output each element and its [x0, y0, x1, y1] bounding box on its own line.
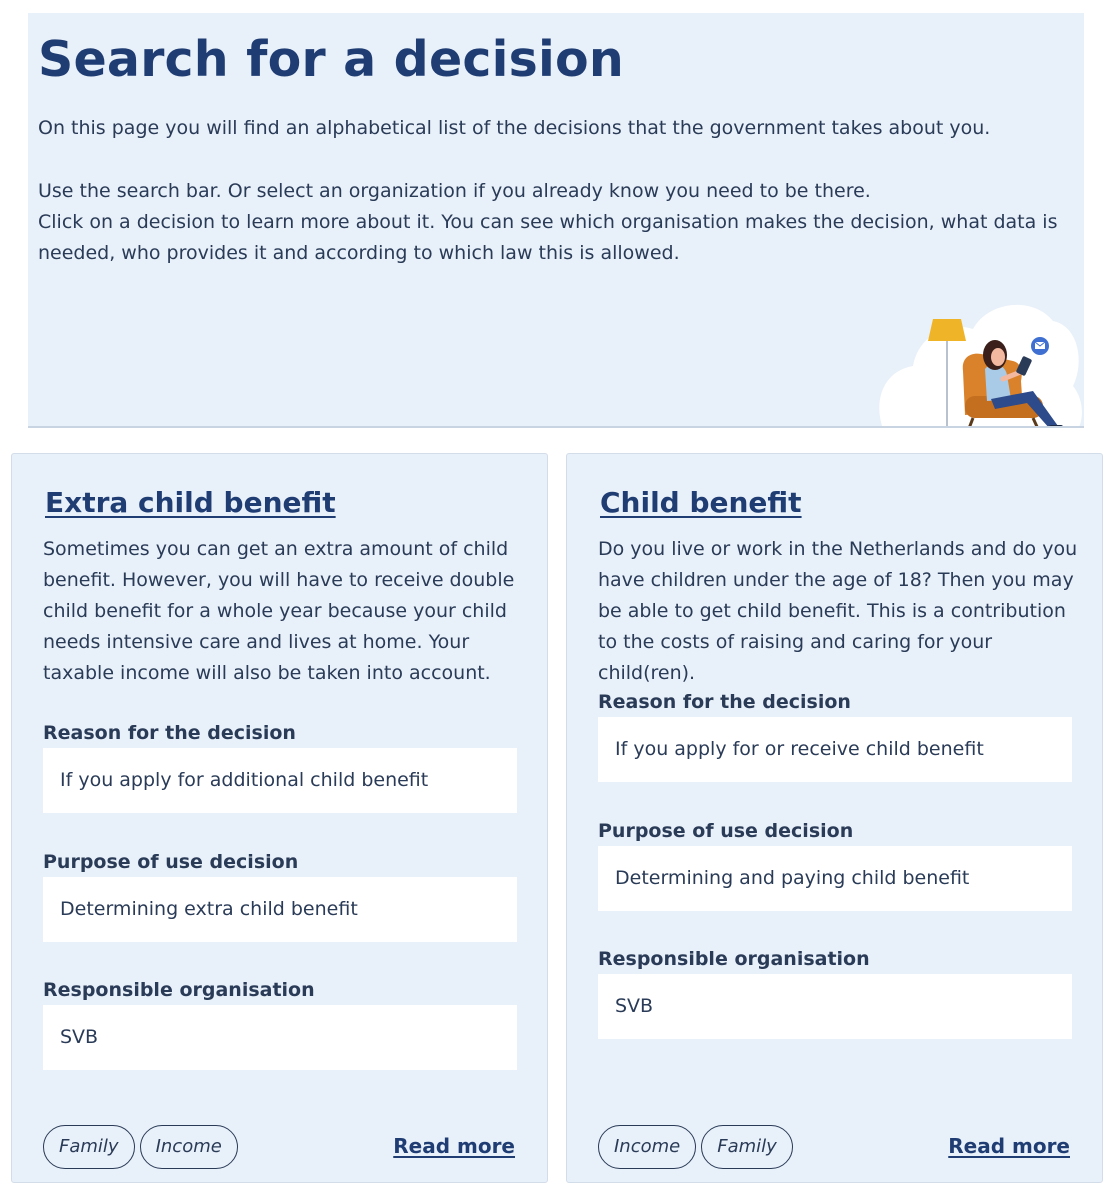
- instructions-line-2: Click on a decision to learn more about it. You can see which organisation makes the decision, what data is needed, who provides it and according to which law this is allowed.: [38, 211, 1058, 264]
- reason-value: If you apply for additional child benefit: [43, 748, 517, 813]
- card-description: Do you live or work in the Netherlands and do you have children under the age of 18? Then you may be able to get child benefit. This is a contribution to the costs of raising and caring for your child(ren).: [598, 538, 1078, 684]
- instructions-paragraph: [38, 176, 1068, 269]
- purpose-value: Determining and paying child benefit: [598, 846, 1072, 911]
- card-title-link[interactable]: Child benefit: [600, 486, 802, 519]
- purpose-value: Determining extra child benefit: [43, 877, 517, 942]
- purpose-label: Purpose of use decision: [43, 851, 299, 873]
- reason-label: Reason for the decision: [598, 691, 851, 713]
- instructions-line-1: Use the search bar. Or select an organization if you already know you need to be there.: [38, 180, 871, 202]
- organisation-label: Responsible organisation: [598, 948, 870, 970]
- tag-income[interactable]: Income: [598, 1125, 696, 1169]
- tag-family[interactable]: Family: [43, 1125, 135, 1169]
- tag-list: [598, 1125, 793, 1169]
- tag-family[interactable]: Family: [701, 1125, 793, 1169]
- read-more-link[interactable]: Read more: [393, 1134, 515, 1158]
- hero-panel: [28, 13, 1084, 428]
- intro-paragraph: On this page you will find an alphabetical list of the decisions that the government takes about you.: [38, 117, 991, 139]
- page-title: Search for a decision: [38, 31, 624, 88]
- decision-card-child-benefit: [566, 453, 1103, 1183]
- reason-value: If you apply for or receive child benefit: [598, 717, 1072, 782]
- card-description: Sometimes you can get an extra amount of child benefit. However, you will have to receive double child benefit for a whole year because your child needs intensive care and lives at home. Your taxable income will also be taken into account.: [43, 538, 515, 684]
- purpose-label: Purpose of use decision: [598, 820, 854, 842]
- tag-income[interactable]: Income: [140, 1125, 238, 1169]
- organisation-value: SVB: [43, 1005, 517, 1070]
- organisation-label: Responsible organisation: [43, 979, 315, 1001]
- decision-card-extra-child-benefit: [11, 453, 548, 1183]
- reason-label: Reason for the decision: [43, 722, 296, 744]
- organisation-value: SVB: [598, 974, 1072, 1039]
- read-more-link[interactable]: Read more: [948, 1134, 1070, 1158]
- woman-reading-illustration: [873, 291, 1084, 428]
- tag-list: [43, 1125, 238, 1169]
- card-title-link[interactable]: Extra child benefit: [45, 486, 336, 519]
